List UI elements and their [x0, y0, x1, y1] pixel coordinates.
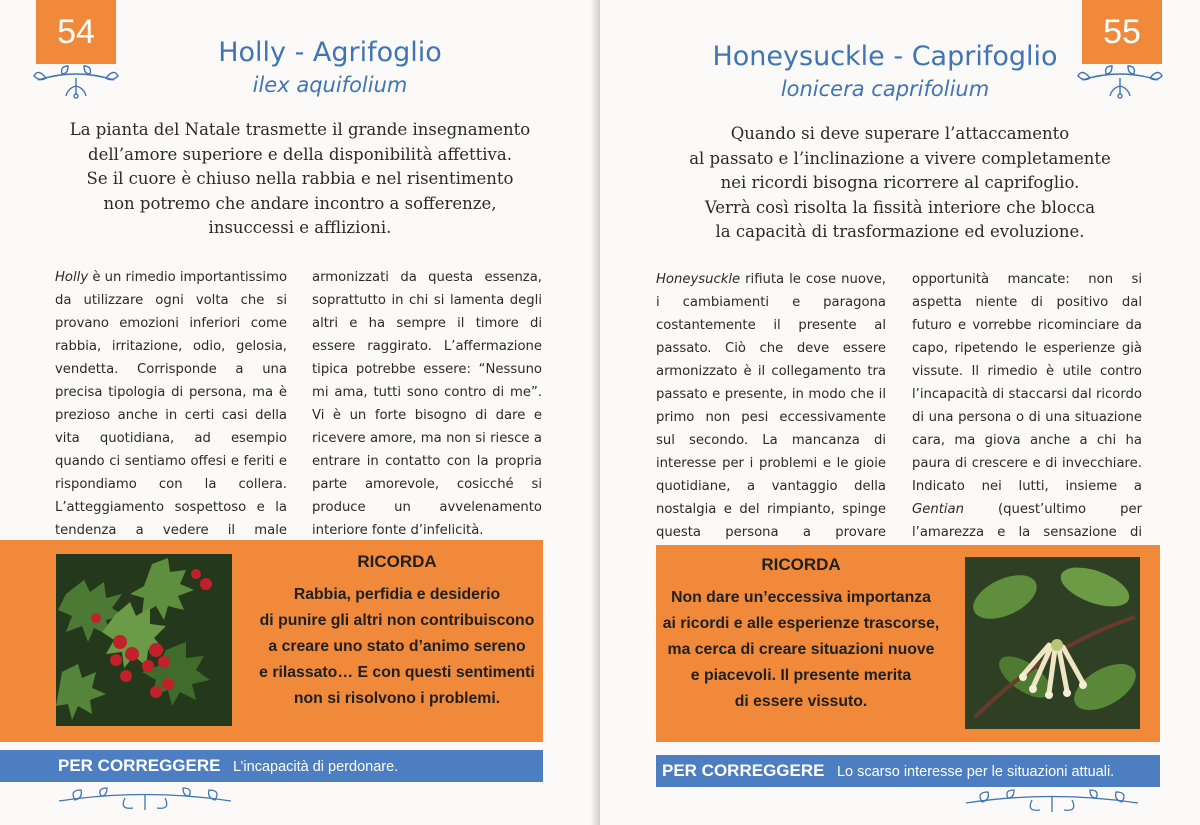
right-page — [600, 0, 1200, 825]
floral-border-icon — [962, 788, 1142, 818]
ricorda-message — [656, 585, 946, 715]
remedy-title — [130, 36, 530, 100]
page-number: 54 — [36, 0, 116, 64]
ricorda-line: non si risolvono i problemi. — [293, 690, 501, 707]
per-correggere-text: Lo scarso interesse per le situazioni attuali. — [836, 764, 1115, 780]
intro-line: Quando si deve superare l’attaccamento — [730, 124, 1070, 143]
page-number: 55 — [1082, 0, 1162, 64]
honeysuckle-photo — [965, 557, 1140, 729]
ricorda-title: RICORDA — [761, 555, 841, 574]
left-page — [0, 0, 597, 825]
remedy-title — [690, 40, 1080, 104]
ricorda-box — [656, 545, 1160, 742]
floral-border-icon — [55, 786, 235, 816]
ricorda-line: e rilassato… E con questi sentimenti — [259, 664, 535, 681]
intro-line: non potremo che andare incontro a sofferenze, — [103, 193, 497, 213]
per-correggere-text: L’incapacità di perdonare. — [232, 759, 399, 775]
remedy-name: Honeysuckle - Caprifoglio — [712, 41, 1058, 72]
per-correggere-bar — [656, 755, 1160, 787]
per-correggere-bar — [0, 750, 543, 782]
ricorda-box — [0, 540, 543, 742]
body-column-2 — [912, 268, 1142, 567]
latin-name: ilex aquifolium — [252, 73, 408, 97]
intro-line: Se il cuore è chiuso nella rabbia e nel risentimento — [86, 169, 514, 188]
body-column-2 — [312, 266, 542, 542]
ricorda-message — [252, 582, 542, 712]
ricorda-line: Non dare un’eccessiva importanza — [671, 589, 931, 606]
ricorda-line: a creare uno stato d’animo sereno — [268, 638, 526, 655]
intro-line: la capacità di trasformazione ed evoluzione. — [715, 222, 1085, 241]
per-correggere-label: PER CORREGGERE — [58, 756, 221, 775]
intro-line: Verrà così risolta la fissità interiore che blocca — [704, 197, 1096, 217]
intro-line: nei ricordi bisogna ricorrere al caprifoglio. — [720, 173, 1080, 192]
per-correggere-label: PER CORREGGERE — [662, 761, 825, 780]
intro-line: dell’amore superiore e della disponibilità affettiva. — [88, 144, 512, 164]
ricorda-title: RICORDA — [357, 552, 437, 571]
intro-line: La pianta del Natale trasmette il grande insegnamento — [69, 120, 531, 139]
ricorda-line: Rabbia, perfidia e desiderio — [293, 586, 501, 603]
latin-name: lonicera caprifolium — [780, 77, 990, 101]
body-column-1 — [55, 266, 287, 565]
intro-paragraph — [640, 122, 1160, 245]
floral-ornament-icon — [1076, 64, 1164, 100]
remedy-name-italic: Holly — [55, 270, 89, 285]
body-text: è un rimedio importantissimo da utilizzare ogni volta che si provano emozioni inferiori come rabbia, irritazione, odio, gelosia, vendetta. Corrisponde a una precisa tipologia di persona, ma è prezioso anche in certi casi della vita quotidiana, ad esempio quando ci sentiamo offesi e feriti e rispondiamo con la collera. L’atteggiamento sospettoso e la tendenza a vedere il male — [55, 270, 288, 538]
intro-line: al passato e l’inclinazione a vivere completamente — [689, 148, 1111, 168]
body-column-1 — [656, 268, 886, 567]
body-text: rifiuta le cose nuove, i cambiamenti e paragona costantemente il presente al passato. Ciò che deve essere armonizzato è il collegamento tra passato e presente, in modo che il primo non pesi eccessivamente sul secondo. La mancanza di interesse per i problemi e le gioie quotidiane, a vantaggio della nostalgia e del rimpianto, spinge questa persona a provare — [656, 272, 886, 540]
ricorda-line: di punire gli altri non contribuiscono — [259, 612, 535, 629]
body-text: (quest’ultimo per l’amarezza e la sensazione di — [912, 502, 1142, 540]
remedy-name-italic: Honeysuckle — [656, 272, 741, 287]
ricorda-line: ma cerca di creare situazioni nuove — [667, 641, 935, 658]
intro-line: insuccessi e afflizioni. — [208, 218, 392, 237]
intro-paragraph — [40, 118, 560, 241]
ricorda-line: ai ricordi e alle esperienze trascorse, — [662, 615, 940, 632]
remedy-name: Holly - Agrifoglio — [218, 37, 442, 68]
ricorda-line: e piacevoli. Il presente merita — [690, 667, 912, 684]
body-text: armonizzati da questa essenza, soprattutto in chi si lamenta degli altri e ha sempre il timore di essere raggirato. L’affermazione tipica potrebbe essere: “Nessuno mi ama, tutti sono contro di me”. Vi è un forte bisogno di dare e ricevere amore, ma non si riesce a entrare in contatto con la propria parte amorevole, cosicché si produce un avvelenamento interiore fonte d’infelicità. — [312, 270, 542, 538]
ricorda-line: di essere vissuto. — [734, 693, 868, 710]
floral-ornament-icon — [32, 64, 120, 100]
body-text: opportunità mancate: non si aspetta niente di positivo dal futuro e vorrebbe ricominciare da capo, ripetendo le esperienze già vissute. Il rimedio è utile contro l’incapacità di staccarsi dal ricordo di una persona o di una situazione cara, ma giova anche a chi ha paura di crescere e di invecchiare. Indicato nei lutti, insieme a — [912, 272, 1142, 494]
holly-photo — [56, 554, 232, 726]
remedy-name-italic: Gentian — [912, 502, 964, 517]
